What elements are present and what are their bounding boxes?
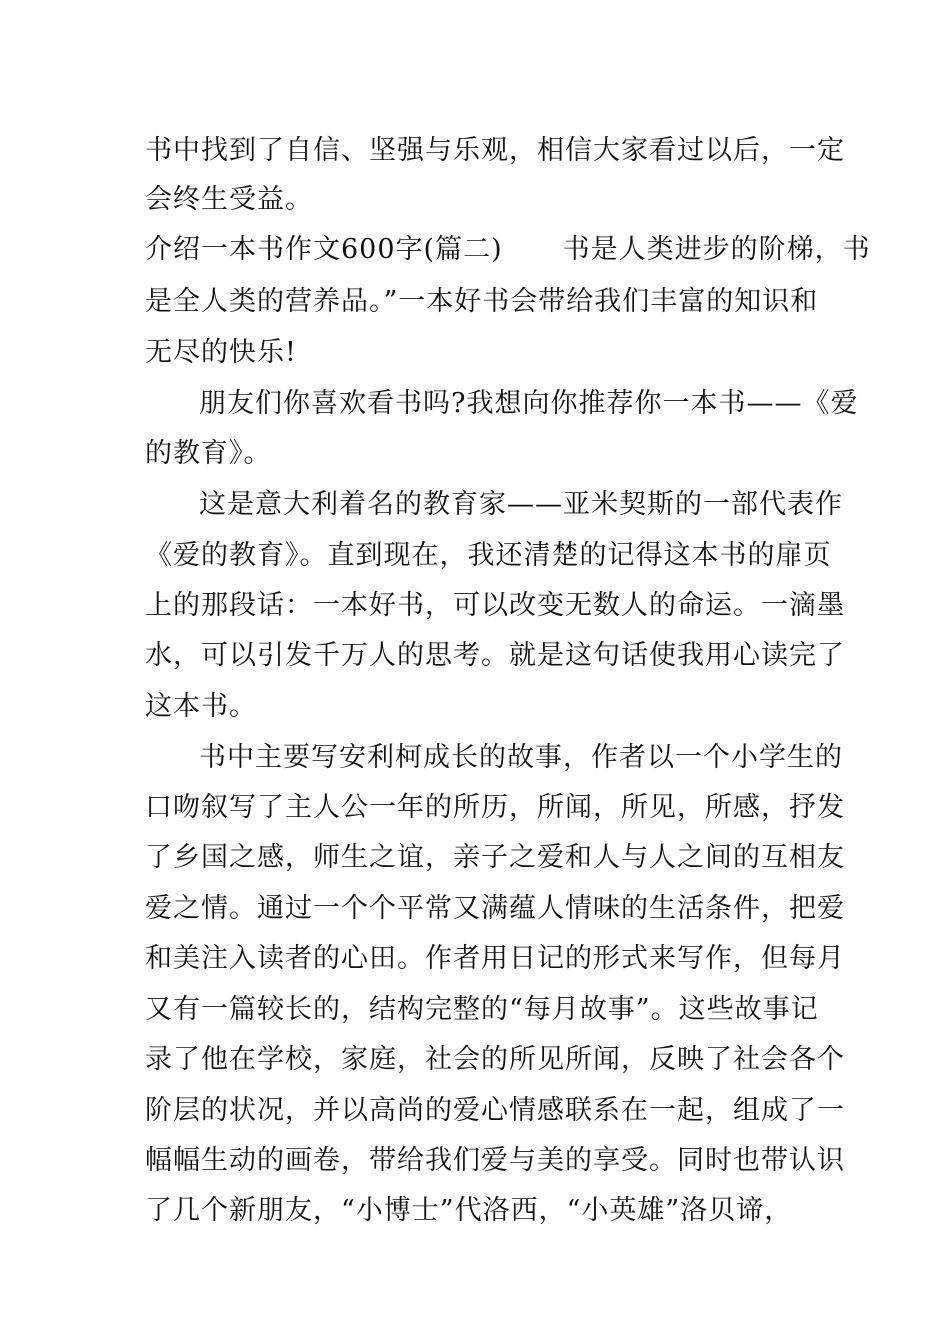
paragraph-first-line: 这是意大利着名的教育家——亚米契斯的一部代表作 [199,489,843,520]
text-line: 无尽的快乐! [145,337,297,368]
text-line: 了几个新朋友，“小博士”代洛西，“小英雄”洛贝谛， [145,1195,793,1226]
section-heading: 介绍一本书作文600字(篇二) [145,234,503,265]
text-line: 阶层的状况，并以高尚的爱心情感联系在一起，组成了一 [145,1095,845,1126]
text-line: 书中找到了自信、坚强与乐观，相信大家看过以后，一定 [145,135,845,166]
text-fragment: 书是人类进步的阶梯，书 [562,234,871,265]
text-line: 是全人类的营养品。”一本好书会带给我们丰富的知识和 [145,286,819,317]
text-line: 《爱的教育》。直到现在，我还清楚的记得这本书的扉页 [145,540,832,571]
paragraph-first-line: 朋友们你喜欢看书吗?我想向你推荐你一本书——《爱 [199,388,859,419]
text-line: 口吻叙写了主人公一年的所历，所闻，所见，所感，抒发 [145,792,845,823]
text-line: 了乡国之感，师生之谊，亲子之爱和人与人之间的互相友 [145,842,845,873]
text-line: 这本书。 [145,691,257,722]
text-line: 爱之情。通过一个个平常又满蕴人情味的生活条件，把爱 [145,893,845,924]
text-line: 录了他在学校，家庭，社会的所见所闻，反映了社会各个 [145,1044,845,1075]
paragraph-first-line: 书中主要写安利柯成长的故事，作者以一个小学生的 [199,742,843,773]
text-line: 的教育》。 [145,438,272,469]
text-line: 和美注入读者的心田。作者用日记的形式来写作，但每月 [145,943,845,974]
text-line: 上的那段话：一本好书，可以改变无数人的命运。一滴墨 [145,590,845,621]
text-line: 水，可以引发千万人的思考。就是这句话使我用心读完了 [145,640,845,671]
text-line: 会终生受益。 [145,184,313,215]
text-line [145,230,871,270]
text-line: 幅幅生动的画卷，带给我们爱与美的享受。同时也带认识 [145,1145,845,1176]
text-line: 又有一篇较长的，结构完整的“每月故事”。这些故事记 [145,994,819,1025]
